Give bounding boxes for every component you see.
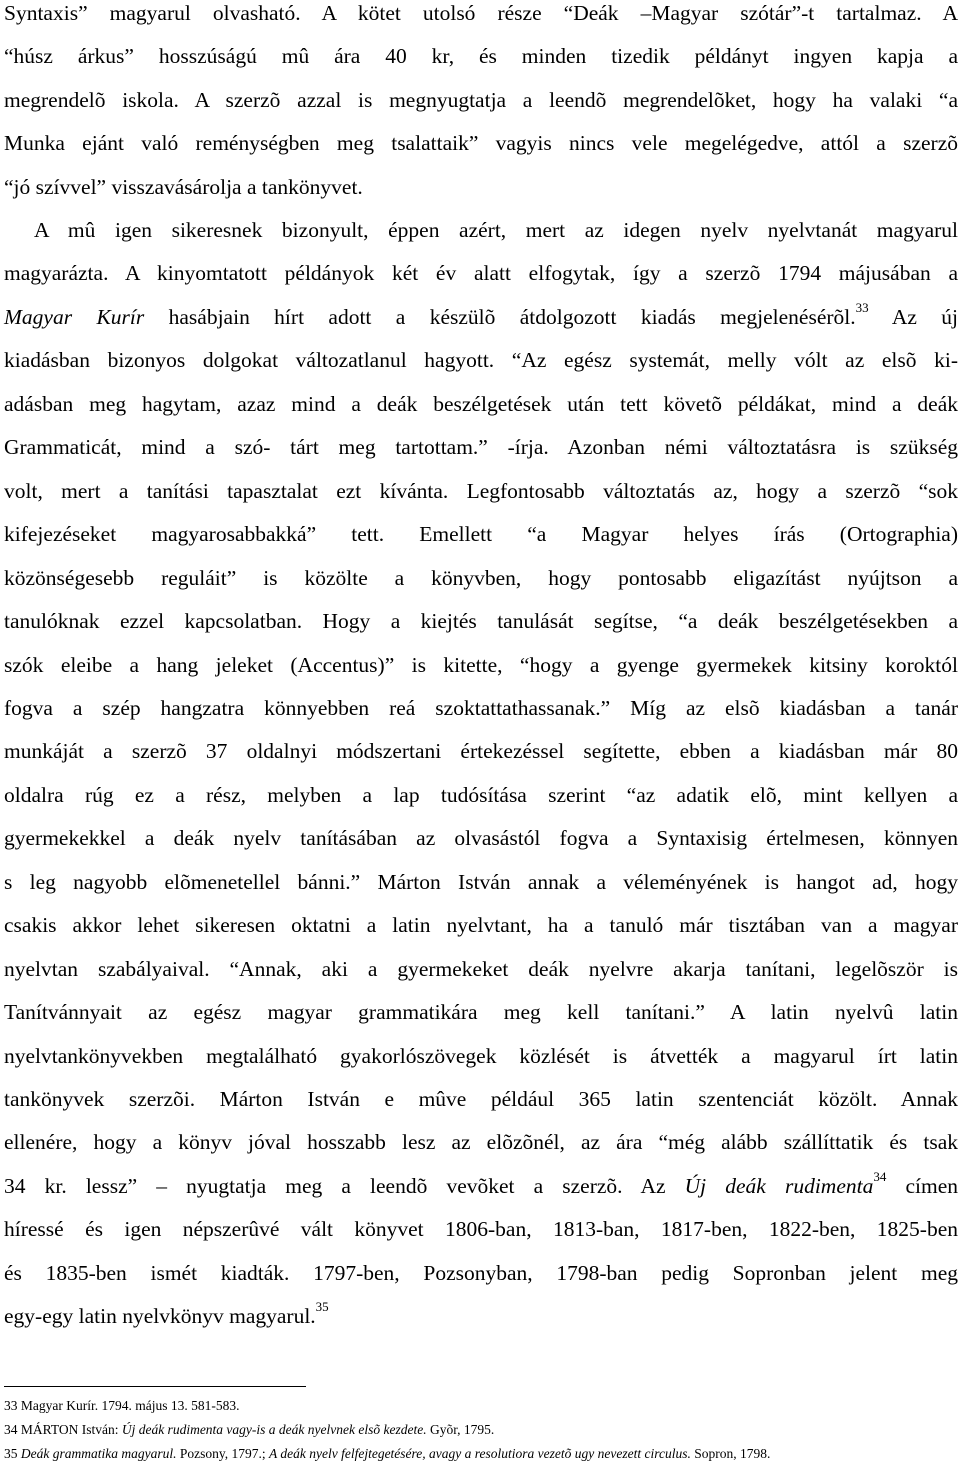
text-line: csakis akkor lehet sikeresen oktatni a latin nyelvtant, ha a tanuló már tisztában van a magyar bbox=[4, 913, 958, 937]
text-line: s leg nagyobb elõmenetellel bánni.” Márton István annak a véleményének is hangot ad, hogy bbox=[4, 870, 958, 894]
text-line: megrendelõ iskola. A szerzõ azzal is megnyugtatja a leendõ megrendelõket, hogy ha valaki “a bbox=[4, 88, 958, 112]
text-line: oldalra rúg ez a rész, melyben a lap tudósítása szerint “az adatik elõ, mint kellyen a bbox=[4, 783, 958, 807]
text-line: egy-egy latin nyelvkönyv magyarul.$^{35}$ bbox=[4, 1298, 329, 1328]
text-line: tankönyvek szerzõi. Márton István e mûve például 365 latin szentenciát közölt. Annak bbox=[4, 1087, 958, 1111]
text-line: Grammaticát, mind a szó- tárt meg tartottam.” -írja. Azonban némi változtatásra is szükség bbox=[4, 435, 958, 459]
text-line: Magyar Kurír hasábjain hírt adott a készülõ átdolgozott kiadás megjelenésérõl.$^{33}$ Az új bbox=[4, 299, 959, 329]
text-line: “jó szívvel” visszavásárolja a tankönyvet. bbox=[4, 175, 363, 199]
text-line: nyelvtankönyvekben megtalálható gyakorlószövegek közlését is átvették a magyarul írt latin bbox=[4, 1044, 958, 1068]
text-line: adásban meg hagytam, azaz mind a deák beszélgetések után tett követõ példákat, mind a deák bbox=[4, 392, 958, 416]
text-line: kiadásban bizonyos dolgokat változatlanul hagyott. “Az egész systemát, melly vólt az elsõ ki- bbox=[4, 348, 958, 372]
footnote-fn34: 34 MÁRTON István: Új deák rudimenta vagy-is a deák nyelvnek elsõ kezdete. Gyõr, 1795. bbox=[4, 1422, 495, 1437]
text-line: tanulóknak ezzel kapcsolatban. Hogy a kiejtés tanulását segítse, “a deák beszélgetésekben a bbox=[4, 609, 958, 633]
text-line: volt, mert a tanítási tapasztalat ezt kívánta. Legfontosabb változtatás az, hogy a szerzõ “sok bbox=[4, 479, 958, 503]
footnote-fn33: 33 Magyar Kurír. 1794. május 13. 581-583. bbox=[4, 1398, 240, 1413]
text-line: fogva a szép hangzatra könnyebben reá szoktattathassanak.” Míg az elsõ kiadásban a tanár bbox=[4, 696, 958, 720]
text-line: és 1835-ben ismét kiadták. 1797-ben, Pozsonyban, 1798-ban pedig Sopronban jelent meg bbox=[4, 1261, 958, 1285]
text-line: “húsz árkus” hosszúságú mû ára 40 kr, és minden tizedik példányt ingyen kapja a bbox=[4, 44, 958, 68]
text-line: Munka ejánt való reménységben meg tsalattaik” vagyis nincs vele megelégedve, attól a szerzõ bbox=[4, 131, 958, 155]
footnote-separator bbox=[4, 1386, 306, 1387]
text-line: híressé és igen népszerûvé vált könyvet 1806-ban, 1813-ban, 1817-ben, 1822-ben, 1825-ben bbox=[4, 1217, 958, 1241]
text-line: kifejezéseket magyarosabbakká” tett. Emellett “a Magyar helyes írás (Ortographia) bbox=[4, 522, 958, 546]
text-line: 34 kr. lessz” – nyugtatja meg a leendõ vevõket a szerzõ. Az Új deák rudimenta$^{34}$ címen bbox=[4, 1168, 959, 1198]
footnote-fn35: 35 Deák grammatika magyarul. Pozsony, 1797.; A deák nyelv felfejtegetésére, avagy a resolutiora vezetõ ugy nevezett circulus. Sopron, 1798. bbox=[4, 1446, 771, 1461]
text-line: munkáját a szerzõ 37 oldalnyi módszertani értekezéssel segítette, ebben a kiadásban már 80 bbox=[4, 739, 958, 763]
text-line: Tanítvánnyait az egész magyar grammatikára meg kell tanítani.” A latin nyelvû latin bbox=[4, 1000, 958, 1024]
text-line: A mû igen sikeresnek bizonyult, éppen azért, mert az idegen nyelv nyelvtanát magyarul bbox=[34, 218, 958, 242]
text-line: magyarázta. A kinyomtatott példányok két év alatt elfogytak, így a szerzõ 1794 májusában a bbox=[4, 261, 958, 285]
text-line: Syntaxis” magyarul olvasható. A kötet utolsó része “Deák –Magyar szótár”-t tartalmaz. A bbox=[4, 1, 958, 25]
text-line: gyermekekkel a deák nyelv tanításában az olvasástól fogva a Syntaxisig értelmesen, könnyen bbox=[4, 826, 958, 850]
text-line: nyelvtan szabályaival. “Annak, aki a gyermekeket deák nyelvre akarja tanítani, legelõször is bbox=[4, 957, 958, 981]
text-line: ellenére, hogy a könyv jóval hosszabb lesz az elõzõnél, az ára “még alább szállíttatik és tsak bbox=[4, 1130, 958, 1154]
text-line: közönségesebb reguláit” is közölte a könyvben, hogy pontosabb eligazítást nyújtson a bbox=[4, 566, 958, 590]
text-line: szók eleibe a hang jeleket (Accentus)” is kitette, “hogy a gyenge gyermekek kitsiny koroktól bbox=[4, 653, 958, 677]
